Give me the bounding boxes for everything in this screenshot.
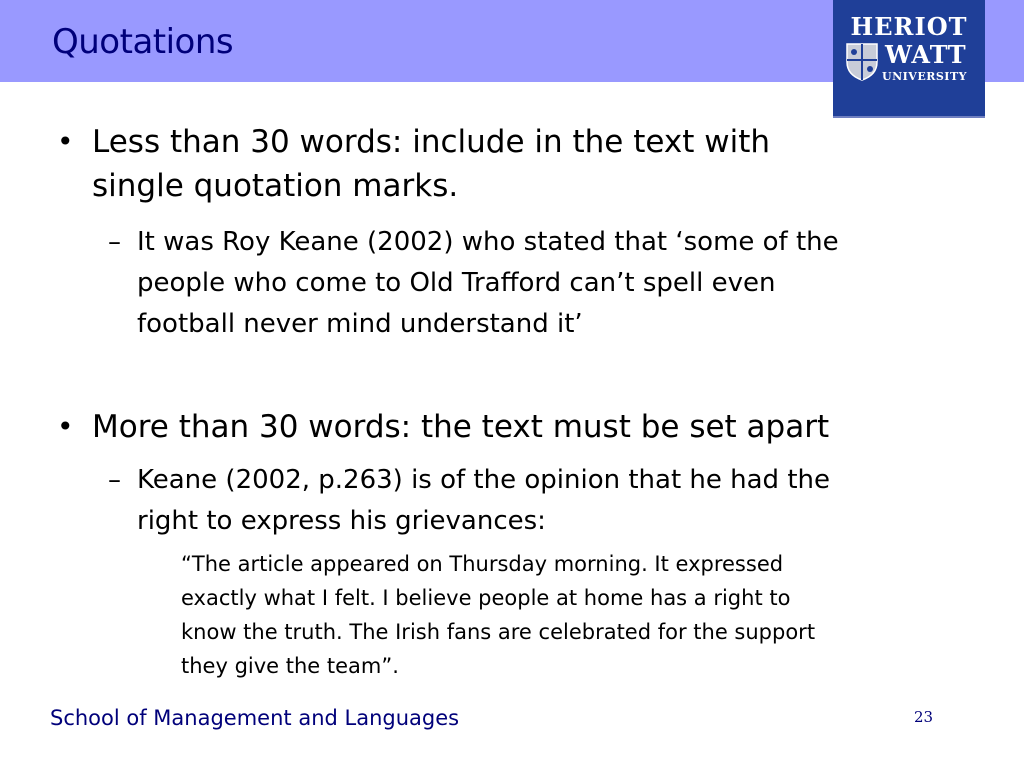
sub-bullet-2-line-2: right to express his grievances: (137, 506, 546, 536)
sub-bullet-2-line-1: Keane (2002, p.263) is of the opinion that he had the (137, 465, 830, 495)
bullet-2-line-1: More than 30 words: the text must be set apart (92, 409, 830, 445)
block-quote-line-2: exactly what I felt. I believe people at home has a right to (181, 586, 791, 610)
block-quote-line-1: “The article appeared on Thursday morning. It expressed (181, 552, 784, 576)
logo-text-heriot: HERIOT (850, 12, 968, 41)
sub-bullet-1-line-3: football never mind understand it’ (137, 309, 583, 339)
bullet-1-line-1: Less than 30 words: include in the text with (92, 124, 771, 160)
bullet-marker: • (57, 410, 74, 443)
slide-title: Quotations (52, 22, 234, 62)
sub-bullet-1-line-2: people who come to Old Trafford can’t spell even (137, 268, 776, 298)
logo-text-watt: WATT (885, 40, 967, 69)
page-number: 23 (914, 708, 934, 726)
logo-text-university: UNIVERSITY (882, 70, 967, 83)
block-quote-line-3: know the truth. The Irish fans are celebrated for the support (181, 620, 816, 644)
block-quote-line-4: they give the team”. (181, 654, 399, 678)
sub-bullet-1-line-1: It was Roy Keane (2002) who stated that ‘some of the (137, 227, 839, 257)
bullet-marker: • (57, 125, 74, 158)
sub-bullet-marker: – (108, 465, 121, 495)
bullet-1-line-2: single quotation marks. (92, 168, 459, 204)
footer-school-name: School of Management and Languages (50, 706, 460, 730)
sub-bullet-marker: – (108, 227, 121, 257)
